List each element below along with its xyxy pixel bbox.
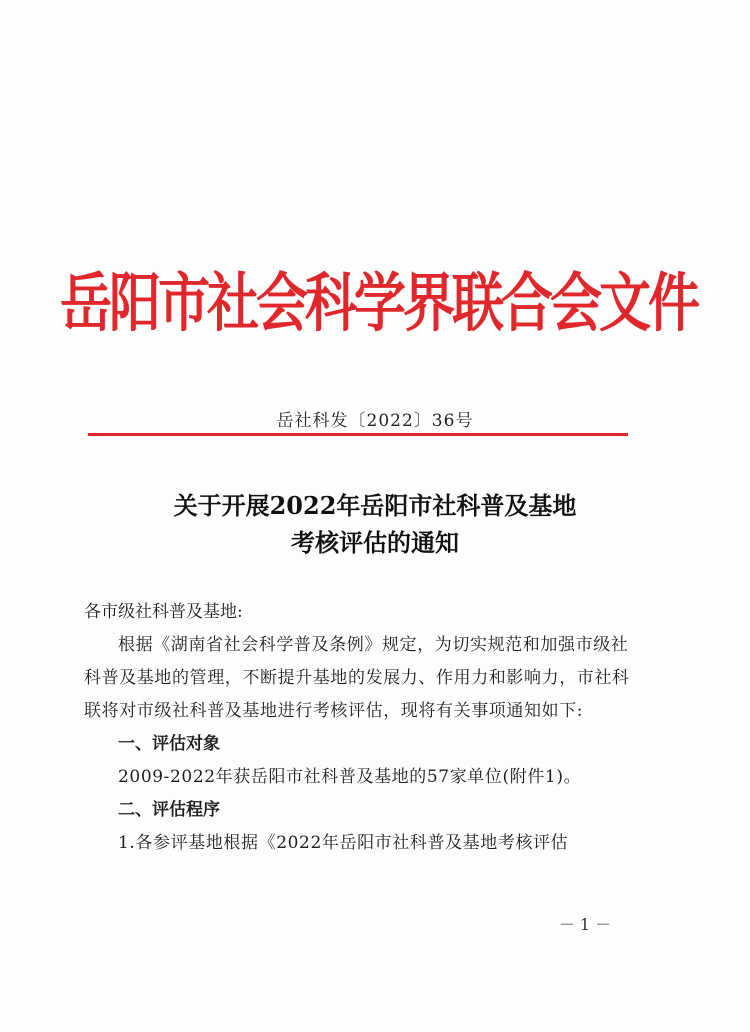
red-divider-rule [88, 433, 628, 436]
section-heading-2: 二、评估程序 [118, 800, 220, 820]
document-number: 岳社科发〔2022〕36号 [276, 411, 474, 431]
notice-title-line-1: 关于开展2022年岳阳市社科普及基地 [173, 491, 577, 520]
masthead-title: 岳阳市社会科学界联合会文件 [60, 267, 698, 342]
section-heading-1: 一、评估对象 [118, 734, 220, 754]
notice-title [0, 487, 750, 561]
notice-body [84, 596, 630, 860]
page-number: － 1 － [558, 915, 612, 934]
notice-title-line-2: 考核评估的通知 [291, 528, 459, 557]
salutation: 各市级社科普及基地: [84, 602, 243, 622]
section-1-content: 2009-2022年获岳阳市社科普及基地的57家单位(附件1)。 [118, 767, 582, 787]
intro-paragraph: 根据《湖南省社会科学普及条例》规定，为切实规范和加强市级社科普及基地的管理，不断提升基地的发展力、作用力和影响力，市社科联将对市级社科普及基地进行考核评估，现将有关事项通知如下: [84, 635, 630, 721]
section-2-item-1: 1.各参评基地根据《2022年岳阳市社科普及基地考核评估 [118, 833, 569, 853]
